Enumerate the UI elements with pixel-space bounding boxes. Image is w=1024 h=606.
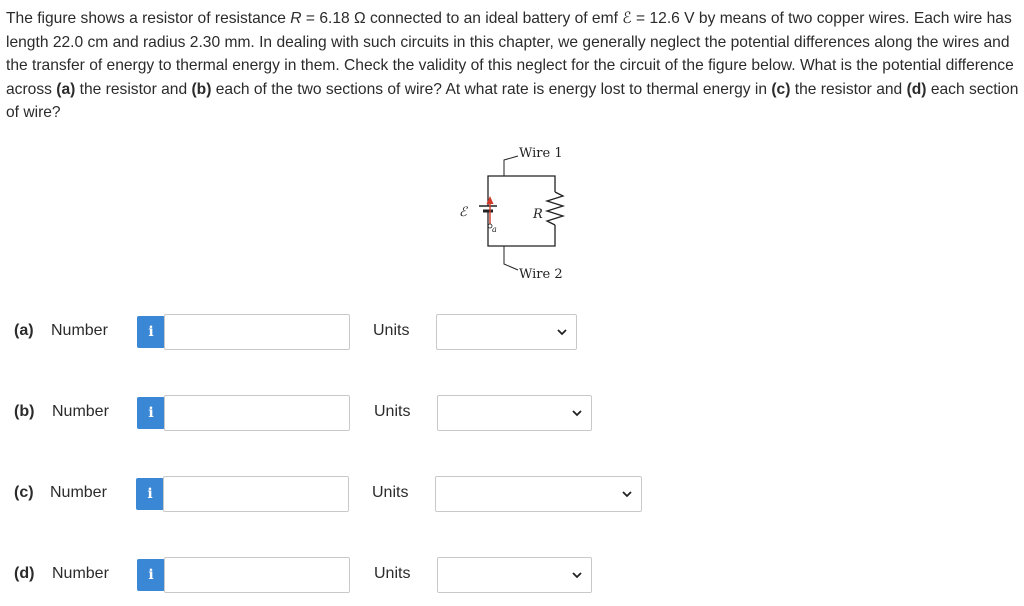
info-icon[interactable]: [137, 397, 165, 429]
units-select-d[interactable]: [437, 557, 592, 593]
number-label: Number: [52, 403, 109, 420]
info-icon[interactable]: [136, 478, 164, 510]
question-text: [6, 7, 1020, 125]
units-label: Units: [374, 565, 411, 582]
question-part: each section of wire?: [6, 80, 1019, 122]
question-part: The figure shows a resistor of resistance: [6, 10, 291, 27]
number-input-c[interactable]: [163, 476, 349, 512]
part-c-marker: (c): [771, 80, 791, 98]
part-d-marker: (d): [906, 80, 927, 98]
answer-row-c: [0, 476, 1024, 512]
info-glyph: i: [148, 324, 154, 340]
units-label: Units: [372, 484, 409, 501]
question-part: the resistor and: [75, 80, 192, 98]
resistor-zigzag: [547, 192, 563, 225]
info-icon[interactable]: [137, 559, 165, 591]
wire-2-label: Wire 2: [519, 267, 563, 282]
number-label: Number: [50, 484, 107, 501]
number-input-a[interactable]: [164, 314, 350, 350]
part-label: (a): [14, 322, 34, 339]
question-part: = 6.18 Ω connected to an ideal battery of emf: [301, 10, 623, 27]
units-label: Units: [373, 322, 410, 339]
part-b-marker: (b): [191, 80, 212, 98]
info-icon[interactable]: [137, 316, 165, 348]
info-glyph: i: [148, 405, 154, 421]
answer-row-b: [0, 395, 1024, 431]
emf-label: ℰ: [459, 205, 467, 220]
emf-symbol: ℰ: [622, 10, 632, 27]
part-label: (d): [14, 565, 35, 582]
chevron-down-icon: [571, 408, 583, 418]
info-glyph: i: [147, 486, 153, 502]
number-input-d[interactable]: [164, 557, 350, 593]
question-part: the resistor and: [790, 80, 907, 98]
number-label: Number: [52, 565, 109, 582]
units-select-a[interactable]: [436, 314, 577, 350]
part-label: (c): [14, 484, 34, 501]
units-select-c[interactable]: [435, 476, 642, 512]
circuit-figure: [420, 140, 600, 290]
wire-2-leader: [504, 246, 518, 270]
question-part: = 12.6 V by means of two copper wires. Each wire has length 22.0 cm and radius 2.30 mm. In dealing with such circuits in this chapter, we generally neglect the potential differences along the wires and the transfer of energy to thermal energy in them. Check the validity of this neglect for the circuit of the figure below. What is the potential difference across: [6, 10, 1014, 98]
units-select-b[interactable]: [437, 395, 592, 431]
info-glyph: i: [148, 567, 154, 583]
wire-2-path: [488, 220, 555, 246]
units-label: Units: [374, 403, 411, 420]
resistor-label: R: [533, 207, 543, 222]
chevron-down-icon: [556, 327, 568, 337]
part-a-marker: (a): [56, 80, 76, 98]
part-label: (b): [14, 403, 35, 420]
wire-1-leader: [504, 156, 518, 176]
answer-row-d: [0, 557, 1024, 593]
wire-1-label: Wire 1: [519, 146, 563, 161]
answer-row-a: [0, 314, 1024, 350]
resistance-symbol: R: [290, 10, 302, 27]
number-label: Number: [51, 322, 108, 339]
wire-1-path: [488, 176, 555, 196]
chevron-down-icon: [621, 489, 633, 499]
number-input-b[interactable]: [164, 395, 350, 431]
point-a-label: a: [492, 225, 497, 234]
chevron-down-icon: [571, 570, 583, 580]
circuit-diagram: [420, 140, 600, 290]
question-part: each of the two sections of wire? At what rate is energy lost to thermal energy in: [211, 80, 772, 98]
